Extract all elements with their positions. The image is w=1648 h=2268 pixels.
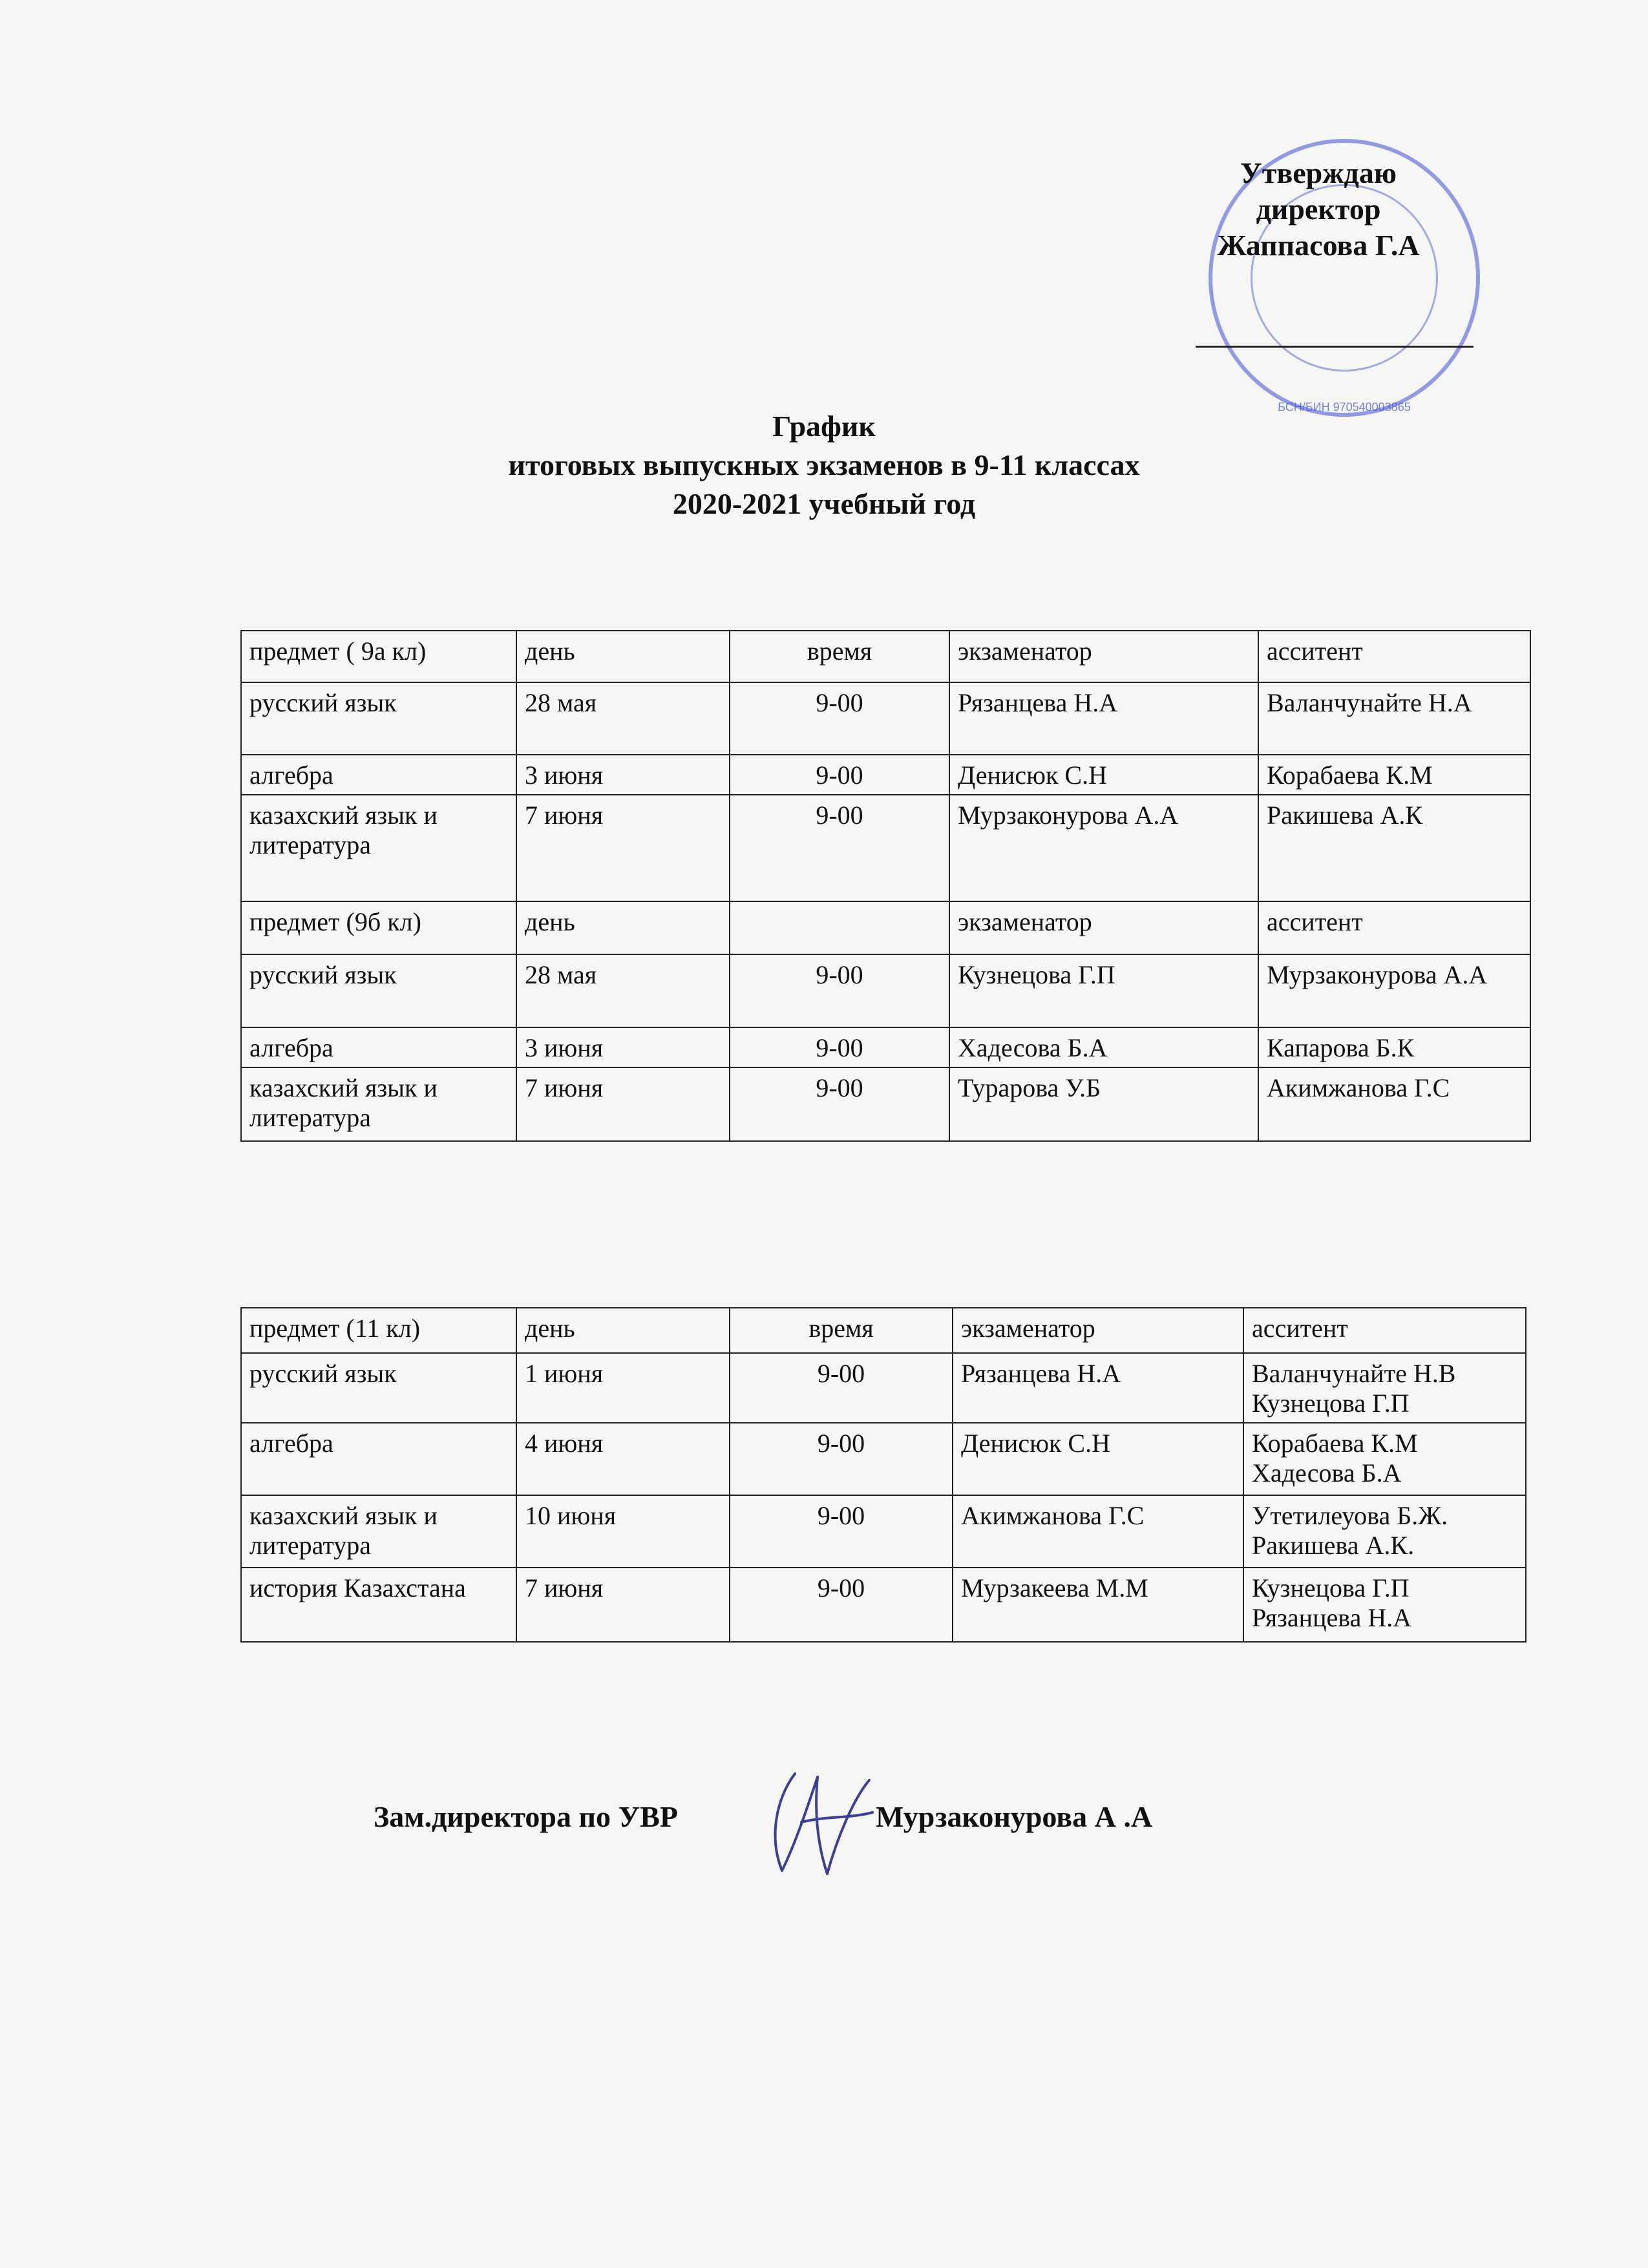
approval-heading: Утверждаю: [1240, 156, 1397, 189]
header-cell: день: [516, 1308, 730, 1353]
table-cell: Капарова Б.К: [1258, 1027, 1530, 1067]
table-row: [241, 1353, 1526, 1423]
header-cell: день: [516, 631, 730, 682]
title-line-1: График: [772, 410, 876, 443]
table-cell: история Казахстана: [241, 1568, 516, 1642]
table-cell: Денисюк С.Н: [949, 755, 1258, 795]
signer-name: Мурзаконурова А .А: [876, 1800, 1153, 1833]
stamp-bin-text: БСН/БИН 970540003865: [1278, 401, 1411, 414]
table-row: [241, 682, 1530, 755]
document-title: [0, 407, 1648, 523]
table-cell: 1 июня: [516, 1353, 730, 1423]
table-cell: 9-00: [730, 1495, 953, 1568]
table-cell: казахский язык и литература: [241, 1495, 516, 1568]
table-cell: Денисюк С.Н: [953, 1423, 1243, 1495]
header-cell: предмет (9б кл): [241, 901, 516, 954]
table-cell: Кузнецова Г.П: [949, 954, 1258, 1027]
header-cell: предмет ( 9а кл): [241, 631, 516, 682]
table-cell: 3 июня: [516, 755, 730, 795]
table-cell: русский язык: [241, 682, 516, 755]
table-row: [241, 1027, 1530, 1067]
header-cell: день: [516, 901, 730, 954]
table-cell: русский язык: [241, 954, 516, 1027]
table-row: [241, 755, 1530, 795]
table-cell: 7 июня: [516, 1067, 730, 1141]
table-cell: Валанчунайте Н.В Кузнецова Г.П: [1243, 1353, 1526, 1423]
table-cell: алгебра: [241, 1423, 516, 1495]
table-cell: 9-00: [730, 1423, 953, 1495]
table-cell: 3 июня: [516, 1027, 730, 1067]
table-cell: 7 июня: [516, 1568, 730, 1642]
table-cell: казахский язык и литература: [241, 795, 516, 901]
header-cell: асситент: [1258, 631, 1530, 682]
header-cell: экзаменатор: [953, 1308, 1243, 1353]
table-cell: 9-00: [730, 954, 949, 1027]
header-cell: экзаменатор: [949, 901, 1258, 954]
table-header-row: [241, 631, 1530, 682]
table-cell: Акимжанова Г.С: [953, 1495, 1243, 1568]
table-cell: Акимжанова Г.С: [1258, 1067, 1530, 1141]
table-row: [241, 1067, 1530, 1141]
table-cell: 28 мая: [516, 682, 730, 755]
approval-block: [1163, 155, 1474, 264]
header-cell: время: [730, 631, 949, 682]
title-line-3: 2020-2021 учебный год: [672, 487, 976, 520]
table-cell: 9-00: [730, 1568, 953, 1642]
table-cell: Ракишева А.К: [1258, 795, 1530, 901]
signer-role: Зам.директора по УВР: [374, 1800, 679, 1833]
approval-name: Жаппасова Г.А: [1217, 229, 1420, 262]
header-cell: [730, 901, 949, 954]
table-cell: 9-00: [730, 1067, 949, 1141]
schedule-table-11: [240, 1307, 1527, 1643]
table-cell: 9-00: [730, 795, 949, 901]
header-cell: экзаменатор: [949, 631, 1258, 682]
handwritten-signature: [756, 1761, 885, 1884]
header-cell: предмет (11 кл): [241, 1308, 516, 1353]
table-header-row: [241, 1308, 1526, 1353]
table-cell: 9-00: [730, 755, 949, 795]
table-cell: алгебра: [241, 1027, 516, 1067]
approval-position: директор: [1256, 193, 1381, 226]
table-subheader-row: [241, 901, 1530, 954]
table-cell: Корабаева К.М: [1258, 755, 1530, 795]
table-row: [241, 795, 1530, 901]
table-cell: Рязанцева Н.А: [953, 1353, 1243, 1423]
table-cell: Мурзакеева М.М: [953, 1568, 1243, 1642]
table-cell: Кузнецова Г.П Рязанцева Н.А: [1243, 1568, 1526, 1642]
table-cell: 9-00: [730, 1027, 949, 1067]
table-cell: Мурзаконурова А.А: [1258, 954, 1530, 1027]
table-cell: Турарова У.Б: [949, 1067, 1258, 1141]
title-line-2: итоговых выпускных экзаменов в 9-11 классах: [508, 448, 1140, 481]
table-row: [241, 1495, 1526, 1568]
table-cell: Корабаева К.М Хадесова Б.А: [1243, 1423, 1526, 1495]
header-cell: асситент: [1243, 1308, 1526, 1353]
table-row: [241, 954, 1530, 1027]
table-cell: 28 мая: [516, 954, 730, 1027]
header-cell: асситент: [1258, 901, 1530, 954]
table-cell: Хадесова Б.А: [949, 1027, 1258, 1067]
table-cell: Рязанцева Н.А: [949, 682, 1258, 755]
approval-signature-line: [1196, 346, 1474, 348]
table-row: [241, 1423, 1526, 1495]
table-cell: Валанчунайте Н.А: [1258, 682, 1530, 755]
table-cell: 9-00: [730, 1353, 953, 1423]
table-cell: русский язык: [241, 1353, 516, 1423]
table-cell: 4 июня: [516, 1423, 730, 1495]
table-cell: алгебра: [241, 755, 516, 795]
table-cell: 10 июня: [516, 1495, 730, 1568]
table-cell: 7 июня: [516, 795, 730, 901]
table-cell: Утетилеуова Б.Ж. Ракишева А.К.: [1243, 1495, 1526, 1568]
header-cell: время: [730, 1308, 953, 1353]
table-row: [241, 1568, 1526, 1642]
table-cell: казахский язык и литература: [241, 1067, 516, 1141]
table-cell: Мурзаконурова А.А: [949, 795, 1258, 901]
schedule-table-9: [240, 630, 1531, 1142]
table-cell: 9-00: [730, 682, 949, 755]
